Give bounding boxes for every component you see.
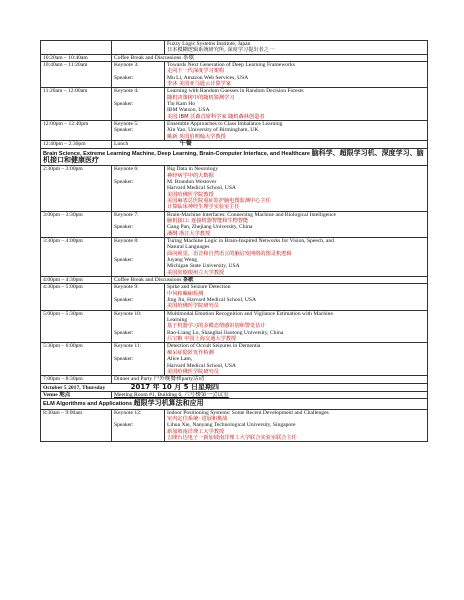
speaker-name-zh: 美国哈佛医学院研究员	[167, 303, 219, 310]
day-title-zh: 2017 年 10 月 5 日星期四	[130, 382, 219, 391]
talk-title-zh: 中风和癫痫检测	[167, 290, 204, 297]
keynote-label: Keynote 9:	[114, 284, 139, 291]
talk-title-zh: 痴呆症隐匿发作检测	[167, 349, 214, 356]
keynote-label: Keynote 12:	[114, 409, 142, 416]
speaker-name-zh: 潘纲 浙江大学教授	[167, 230, 211, 237]
table-row	[41, 166, 428, 211]
table-row	[41, 41, 428, 55]
time-cell: 10:40am – 11:20am	[41, 62, 112, 88]
speaker-role-zh: 计算临床神经生理学实验室主任	[167, 204, 240, 211]
keynote-label: Keynote 4:	[114, 88, 139, 95]
time-cell: 5:00pm – 5:30pm	[41, 310, 112, 343]
table-row	[41, 54, 428, 61]
speaker-affiliation: Harvard Medical School, USA	[167, 185, 236, 192]
speaker-label: Speaker:	[114, 101, 134, 108]
table-row	[41, 277, 428, 284]
time-cell: 4:30pm – 5:00pm	[41, 284, 112, 310]
speaker-label: Speaker:	[114, 329, 134, 336]
section-title-zh: 脑科学、超限学习机、深度学习、脑机接口和健康医疗	[43, 148, 424, 164]
speaker-name-zh: 吕宝粮 中国上海交通大学教授	[167, 336, 237, 343]
day-title: October 5 2017, Thursday	[43, 384, 106, 391]
speaker-name: Mu Li, Amazon Web Services, USA	[167, 74, 249, 81]
talk-title: Spike and Seizure Detection	[167, 284, 231, 291]
speaker-role-zh: 吉隆台达电子一新加坡南洋理工大学联合实验室联合主任	[167, 434, 297, 441]
time-cell: 12:40pm – 2:30pm	[41, 141, 112, 148]
keynote-label: Keynote 5:	[114, 121, 139, 128]
table-row	[41, 409, 428, 442]
speaker-name: M. Brandon Westover	[167, 178, 217, 185]
keynote-label: Keynote 6:	[114, 166, 139, 173]
speaker-name-zh: 姚新 英国伯明翰大学教授	[167, 133, 226, 140]
speaker-affiliation-zh: 美国哈佛医学院教授	[167, 191, 214, 198]
time-cell: 7:00pm – 8:30pm	[41, 376, 112, 383]
talk-title-zh: 走向下一代深度学习架构	[167, 68, 225, 75]
time-cell: 3:30pm – 4:00pm	[41, 237, 112, 276]
table-row	[41, 310, 428, 343]
table-row	[41, 121, 428, 141]
venue-label: Venue 地点	[41, 391, 112, 398]
section-title: ELM Algorithms and Applications	[43, 401, 133, 408]
keynote-label: Keynote 10:	[114, 310, 142, 317]
section-header-row	[41, 399, 428, 409]
section-title-zh: 超限学习机算法和应用	[133, 399, 204, 408]
talk-title-zh: 随机决策树中的随机猜测学习	[167, 94, 235, 101]
event-cell: Coffee Break and Discussions 茶歇	[112, 54, 428, 61]
speaker-label: Speaker:	[114, 356, 134, 363]
table-row	[41, 284, 428, 310]
speaker-name: Lihua Xie, Nanyang Technological University, Singapore	[167, 422, 296, 429]
talk-title: Ensemble Approaches to Class Imbalance Learning	[167, 121, 283, 128]
talk-title-cont: Learning	[167, 317, 188, 324]
speaker-name: Bao-Liang Lu, Shanghai Jiaotong University, China	[167, 329, 284, 336]
event-zh-text: 茶歇	[182, 277, 194, 284]
table-row	[41, 343, 428, 376]
speaker-affiliation: IBM Watson, USA	[167, 107, 210, 114]
venue-text: Meeting Room #1, Building 6, 六号楼第一会议室	[114, 391, 229, 398]
table-row	[41, 88, 428, 121]
table-row	[41, 62, 428, 88]
time-cell: 10:20am – 10:40am	[41, 54, 112, 61]
speaker-label: Speaker:	[114, 74, 134, 81]
talk-title-zh: 基于机器学习的多模态情感识别和警觉估计	[167, 323, 266, 330]
keynote-label: Keynote 11:	[114, 343, 142, 350]
table-row	[41, 237, 428, 276]
affiliation-zh-text: 日本模糊逻辑系统研究所, 深度学习提出者之一	[167, 47, 275, 54]
day-header-row	[41, 383, 428, 391]
event-text: Lunch	[114, 141, 129, 148]
venue-row	[41, 391, 428, 398]
speaker-label: Speaker:	[114, 178, 134, 185]
time-cell: 4:00pm – 4:30pm	[41, 277, 112, 284]
speaker-affiliation-zh: 美国 IBM 沃森首席科学家 随机森林创造者	[167, 113, 265, 120]
speaker-name-zh: 新加坡南洋理工大学教授	[167, 428, 225, 435]
speaker-affiliation: Michigan State University, USA	[167, 263, 240, 270]
speaker-label: Speaker:	[114, 257, 134, 263]
speaker-name: Jing Jin, Harvard Medical School, USA	[167, 297, 257, 304]
time-cell: 11:20am – 12:00am	[41, 88, 112, 121]
time-cell: 12:00pm – 12:40pm	[41, 121, 112, 141]
speaker-label: Speaker:	[114, 127, 134, 134]
talk-title: Turing Machine Logic in Brain-Inspired Networks for Vision, Speech, and	[167, 237, 334, 244]
section-header-row	[41, 148, 428, 166]
keynote-label: Keynote 3:	[114, 62, 139, 69]
talk-title: Indoor Positioning Systems: Some Recent Development and Challenges	[167, 409, 329, 416]
speaker-label: Speaker:	[114, 224, 134, 231]
talk-title: Big Data in Neurology	[167, 166, 219, 173]
table-row	[41, 211, 428, 237]
schedule-page	[40, 40, 424, 442]
speaker-name: Alice Lam,	[167, 356, 193, 363]
event-text: Coffee Break and Discussions	[114, 277, 182, 284]
talk-title-cont: Natural Languages	[167, 244, 210, 251]
time-cell: 8:30am – 9:00am	[41, 409, 112, 442]
talk-title-zh: 脑机接口: 连接机器智能和生物智能	[167, 217, 249, 224]
speaker-affiliation: Harvard Medical School, USA	[167, 362, 236, 369]
talk-title-zh: 神经病学中的大数据	[167, 172, 214, 179]
talk-title: Towards Next Generation of Deep Learning Frameworks	[167, 62, 295, 69]
event-cell: Dinner and Party 户外晚餐和party活动	[112, 376, 428, 383]
table-row	[41, 141, 428, 148]
schedule-table	[40, 40, 428, 442]
talk-title: Learning with Random Guesses in Random Decision Forests	[167, 88, 304, 95]
section-title: Brain Science, Extreme Learning Machine, Deep Learning, Brain-Computer Interface, and Healthcare	[43, 150, 311, 157]
talk-title: Brain-Machine Interfaces: Connecting Machine and Biological Intelligence	[167, 211, 336, 218]
speaker-name-zh: 李沐 美国亚马逊云计算学家	[167, 81, 231, 88]
talk-title: Multimodal Emotion Recognition and Vigilance Estimation with Machine	[167, 310, 333, 317]
time-cell: 5:30pm – 6:00pm	[41, 343, 112, 376]
speaker-label: Speaker:	[114, 297, 134, 304]
talk-title-zh: 室内定位系统: 进展和挑战	[167, 415, 228, 422]
event-zh-text: 午餐	[179, 140, 192, 148]
speaker-name: Xin Yao, University of Birmingham, UK	[167, 127, 259, 134]
speaker-label: Speaker:	[114, 422, 134, 429]
keynote-label: Keynote 8:	[114, 237, 139, 244]
speaker-name: Tin Kam Ho	[167, 101, 196, 108]
time-cell: 3:00pm – 3:30pm	[41, 211, 112, 237]
speaker-name: Gang Pan, Zhejiang University, China	[167, 224, 253, 231]
time-cell: 2:30pm – 3:00pm	[41, 166, 112, 211]
speaker-affiliation-zh: 美国哈佛医学院研究员	[167, 368, 219, 375]
speaker-role-zh: 美国麻省总医院重症监护脑电图监测中心主任	[167, 197, 271, 204]
speaker-affiliation-zh: 美国密歇根州立大学教授	[167, 269, 225, 276]
table-row	[41, 376, 428, 383]
keynote-label: Keynote 7:	[114, 211, 139, 218]
affiliation-text: Fuzzy Logic Systems Institute, Japan	[167, 41, 251, 47]
speaker-name: Juyang Weng	[167, 257, 198, 263]
talk-title-zh: 面向视觉、语音和自然语言的脑启发网络的图灵机逻辑	[167, 250, 292, 257]
talk-title: Detection of Occult Seizures in Dementia	[167, 343, 261, 350]
